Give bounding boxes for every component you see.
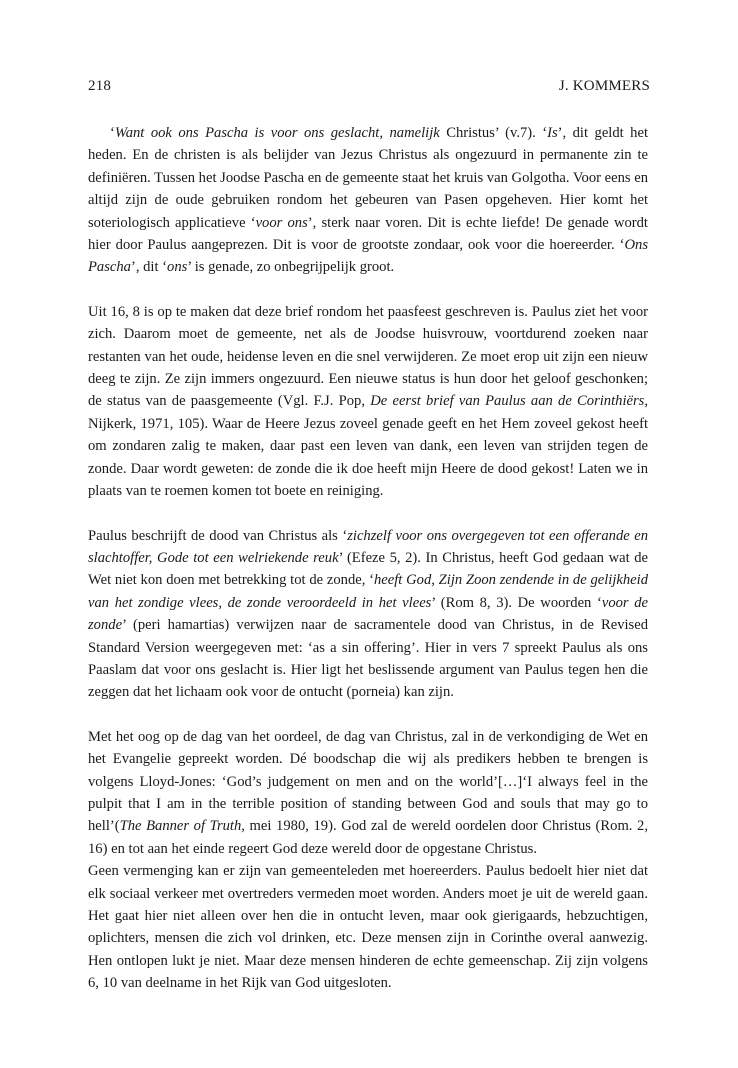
italic-text: Is xyxy=(547,125,558,141)
body-text xyxy=(88,122,648,995)
text-run: ’ (Rom 8, 3). De woorden ‘ xyxy=(431,594,602,611)
paragraph xyxy=(88,726,648,860)
paragraph xyxy=(88,122,648,279)
paragraph-gap xyxy=(88,503,648,525)
italic-text: Want ook ons Pascha is voor ons geslacht, namelijk xyxy=(114,125,440,141)
page-number: 218 xyxy=(88,78,112,94)
italic-text: The Banner of Truth xyxy=(119,818,242,835)
italic-text: ons xyxy=(167,259,188,276)
italic-text: Ons Pascha xyxy=(88,237,648,276)
text-run: Christus’ (v.7). ‘ xyxy=(439,125,548,141)
text-run: Uit 16, 8 is op te maken dat deze brief rondom het paasfeest geschreven is. Paulus ziet het voor zich. Daarom moet de gemeente, net als de Joodse huisvrouw, voortdurend zoeken naar restanten van het oude, heidense leven en die snel verwijderen. Ze moet erop uit zijn een nieuw deeg te zijn. Ze zijn immers ongezuurd. Een nieuwe status is hun door het geloof geschonken; de status van de paasgemeente (Vgl. F.J. Pop, xyxy=(88,303,648,410)
italic-text: heeft God, Zijn Zoon zendende in de gelijkheid van het zondige vlees, de zonde veroordeeld in het vlees xyxy=(88,572,648,611)
text-run: ’, dit geldt het heden. En de christen is als belijder van Jezus Christus als ongezuurd in permanente zin te definiëren. Tussen het Joodse Pascha en de gemeente staat het kruis van Golgotha. Voor eens en altijd zijn de oude gebruiken rondom het gebeuren van Pasen opgeheven. Hier komt het soteriologisch applicatieve ‘ xyxy=(88,125,648,231)
paragraph-gap xyxy=(88,704,648,726)
text-run: , Nijkerk, 1971, 105). Waar de Heere Jezus zoveel genade geeft en het Hem zoveel gekost heeft om zondaren zalig te maken, daar past een leven van dank, een leven van strijden tegen de zonde. Daar wordt geweten: de zonde die ik doe heeft mijn Heere de dood gekost! Laten we in plaats van te roemen komen tot boete en reiniging. xyxy=(88,393,648,500)
text-run: ‘ xyxy=(110,125,115,141)
paragraph xyxy=(88,860,648,994)
italic-text: voor de zonde xyxy=(88,594,648,634)
paragraph-gap xyxy=(88,279,648,301)
text-run: Geen vermenging kan er zijn van gemeenteleden met hoereerders. Paulus bedoelt hier niet dat elk sociaal verkeer met overtreders vermeden moet worden. Anders moet je uit de wereld gaan. Het gaat hier niet alleen over hen die in ontucht leven, maar ook gierigaards, hebzuchtigen, oplichters, mensen die zich vol drinken, etc. Deze mensen zijn in Corinthe overal aanwezig. Hen ontlopen lukt je niet. Maar deze mensen hinderen de echte gemeenschap. Zij zijn volgens 6, 10 van deelname in het Rijk van God uitgesloten. xyxy=(88,863,648,992)
text-run: Met het oog op de dag van het oordeel, de dag van Christus, zal in de verkondiging de Wet en het Evangelie gepreekt worden. Dé boodschap die wij als predikers hebben te brengen is volgens Lloyd-Jones: ‘God’s judgement on men and on the world’[…]‘I always feel in the pulpit that I am in the terrible position of standing between God and souls that may go to hell’( xyxy=(88,728,648,835)
italic-text: zichzelf voor ons overgegeven tot een offerande en slachtoffer, Gode tot een welriekende reuk xyxy=(88,527,648,566)
italic-text: voor ons xyxy=(255,214,308,231)
running-header xyxy=(88,78,650,95)
paragraph xyxy=(88,301,648,503)
text-run: ’, dit ‘ xyxy=(130,259,168,276)
text-run: ’, sterk naar voren. Dit is echte liefde! De genade wordt hier door Paulus aangeprezen. Dit is voor de grootste zondaar, ook voor die hoereerder. ‘ xyxy=(88,214,648,254)
text-run: , mei 1980, 19). God zal de wereld oordelen door Christus (Rom. 2, 16) en tot aan het einde regeert God deze wereld door de opgestane Christus. xyxy=(88,818,649,857)
text-run: Paulus beschrijft de dood van Christus als ‘ xyxy=(88,527,348,544)
text-run: ’ (Efeze 5, 2). In Christus, heeft God gedaan wat de Wet niet kon doen met betrekking tot de zonde, ‘ xyxy=(88,549,648,589)
text-run: ’ is genade, zo onbegrijpelijk groot. xyxy=(187,259,395,276)
paragraph xyxy=(88,525,648,704)
text-run: ’ (peri hamartias) verwijzen naar de sacramentele dood van Christus, in de Revised Standard Version weergegeven met: ‘as a sin offering’. Hier in vers 7 spreekt Paulus als ons Paaslam dat voor ons geslacht is. Hier ligt het beslissende argument van Paulus tegen hen die zeggen dat het lichaam ook voor de ontucht (porneia) kan zijn. xyxy=(88,617,648,701)
running-author: J. KOMMERS xyxy=(558,78,650,94)
italic-text: De eerst brief van Paulus aan de Corinthiërs xyxy=(370,393,645,410)
